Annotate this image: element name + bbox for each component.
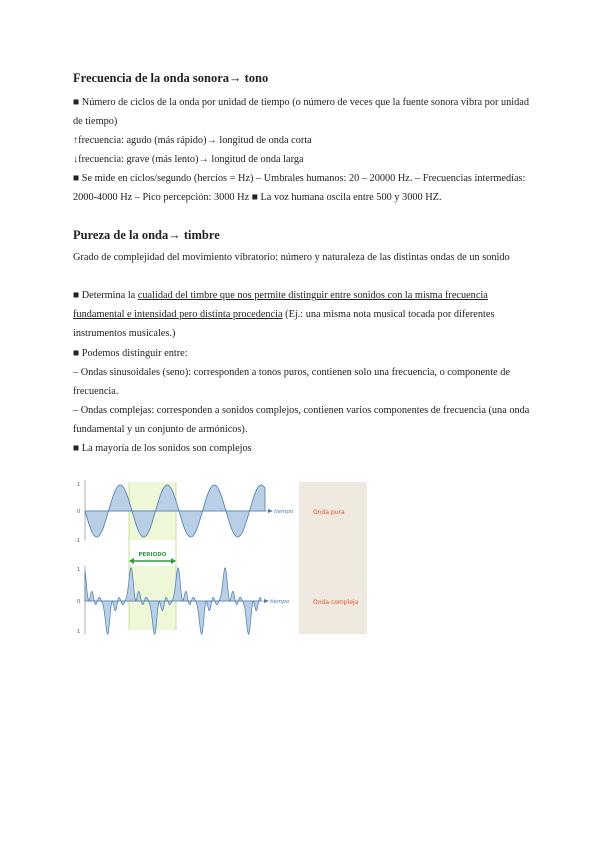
paragraph: ■ Número de ciclos de la onda por unidad de tiempo (o número de veces que la fuente sonora vibra por unidad de tiempo) [73,97,529,128]
y-tick-bottom-0: 0 [77,599,81,605]
paragraph: – Ondas complejas: corresponden a sonidos complejos, contienen varios componentes de frecuencia (una onda fundamental y un conjunto de armónicos). [73,405,530,436]
paragraph: – Ondas sinusoidales (seno): corresponden a tonos puros, contienen solo una frecuencia, o componente de frecuencia. [73,367,510,398]
paragraph: ↑frecuencia: agudo (más rápido)→ longitud de onda corta [73,135,312,146]
x-axis-top-label: tiempo [274,509,294,515]
underlined-text: cualidad del timbre que nos permite distinguir entre sonidos con la misma frecuencia fundamental e intensidad pero distinta procedencia [73,290,488,321]
paragraph: ■ Se mide en ciclos/segundo (hercios = Hz) – Umbrales humanos: 20 – 20000 Hz. – Frecuencias intermedias: 2000-4000 Hz – Pico percepción: 3000 Hz ■ La voz humana oscila entre 500 y 3000 HZ. [73,173,526,204]
paragraph: ■ Podemos distinguir entre: [73,348,188,359]
paragraph: Grado de complejidad del movimiento vibratorio: número y naturaleza de las distintas ondas de un sonido [73,252,510,263]
y-tick-top-neg1: -1 [75,538,80,544]
y-tick-bottom-1: 1 [77,567,81,573]
text: (Ej.: una misma nota musical tocada por diferentes instrumentos musicales.) [73,309,495,340]
x-axis-top-arrow-icon [268,509,273,513]
paragraph: ↓frecuencia: grave (más lento)→ longitud de onda larga [73,154,304,165]
x-axis-bottom-label: tiempo [270,599,290,605]
legend-pure-text: Onda pura [313,509,345,516]
legend-complex-text: Onda compleja [313,599,359,606]
y-tick-bottom-neg: 1 [77,629,81,635]
x-axis-bottom-arrow-icon [264,599,269,603]
section-title-frequency: Frecuencia de la onda sonora→ tono [73,71,269,85]
y-tick-top-0: 0 [77,509,81,515]
paragraph [73,286,533,344]
period-arrowhead-right [171,558,176,564]
waveform-figure [73,478,373,638]
waveform-svg [73,478,373,638]
y-tick-top-1: 1 [77,482,81,488]
section-title-timbre: Pureza de la onda→ timbre [73,228,220,242]
text: ■ Determina la [73,290,138,301]
legend-panel [299,482,367,634]
paragraph: ■ La mayoría de los sonidos son complejos [73,443,252,454]
period-arrowhead-left [129,558,134,564]
period-label: PERIODO [138,552,167,558]
